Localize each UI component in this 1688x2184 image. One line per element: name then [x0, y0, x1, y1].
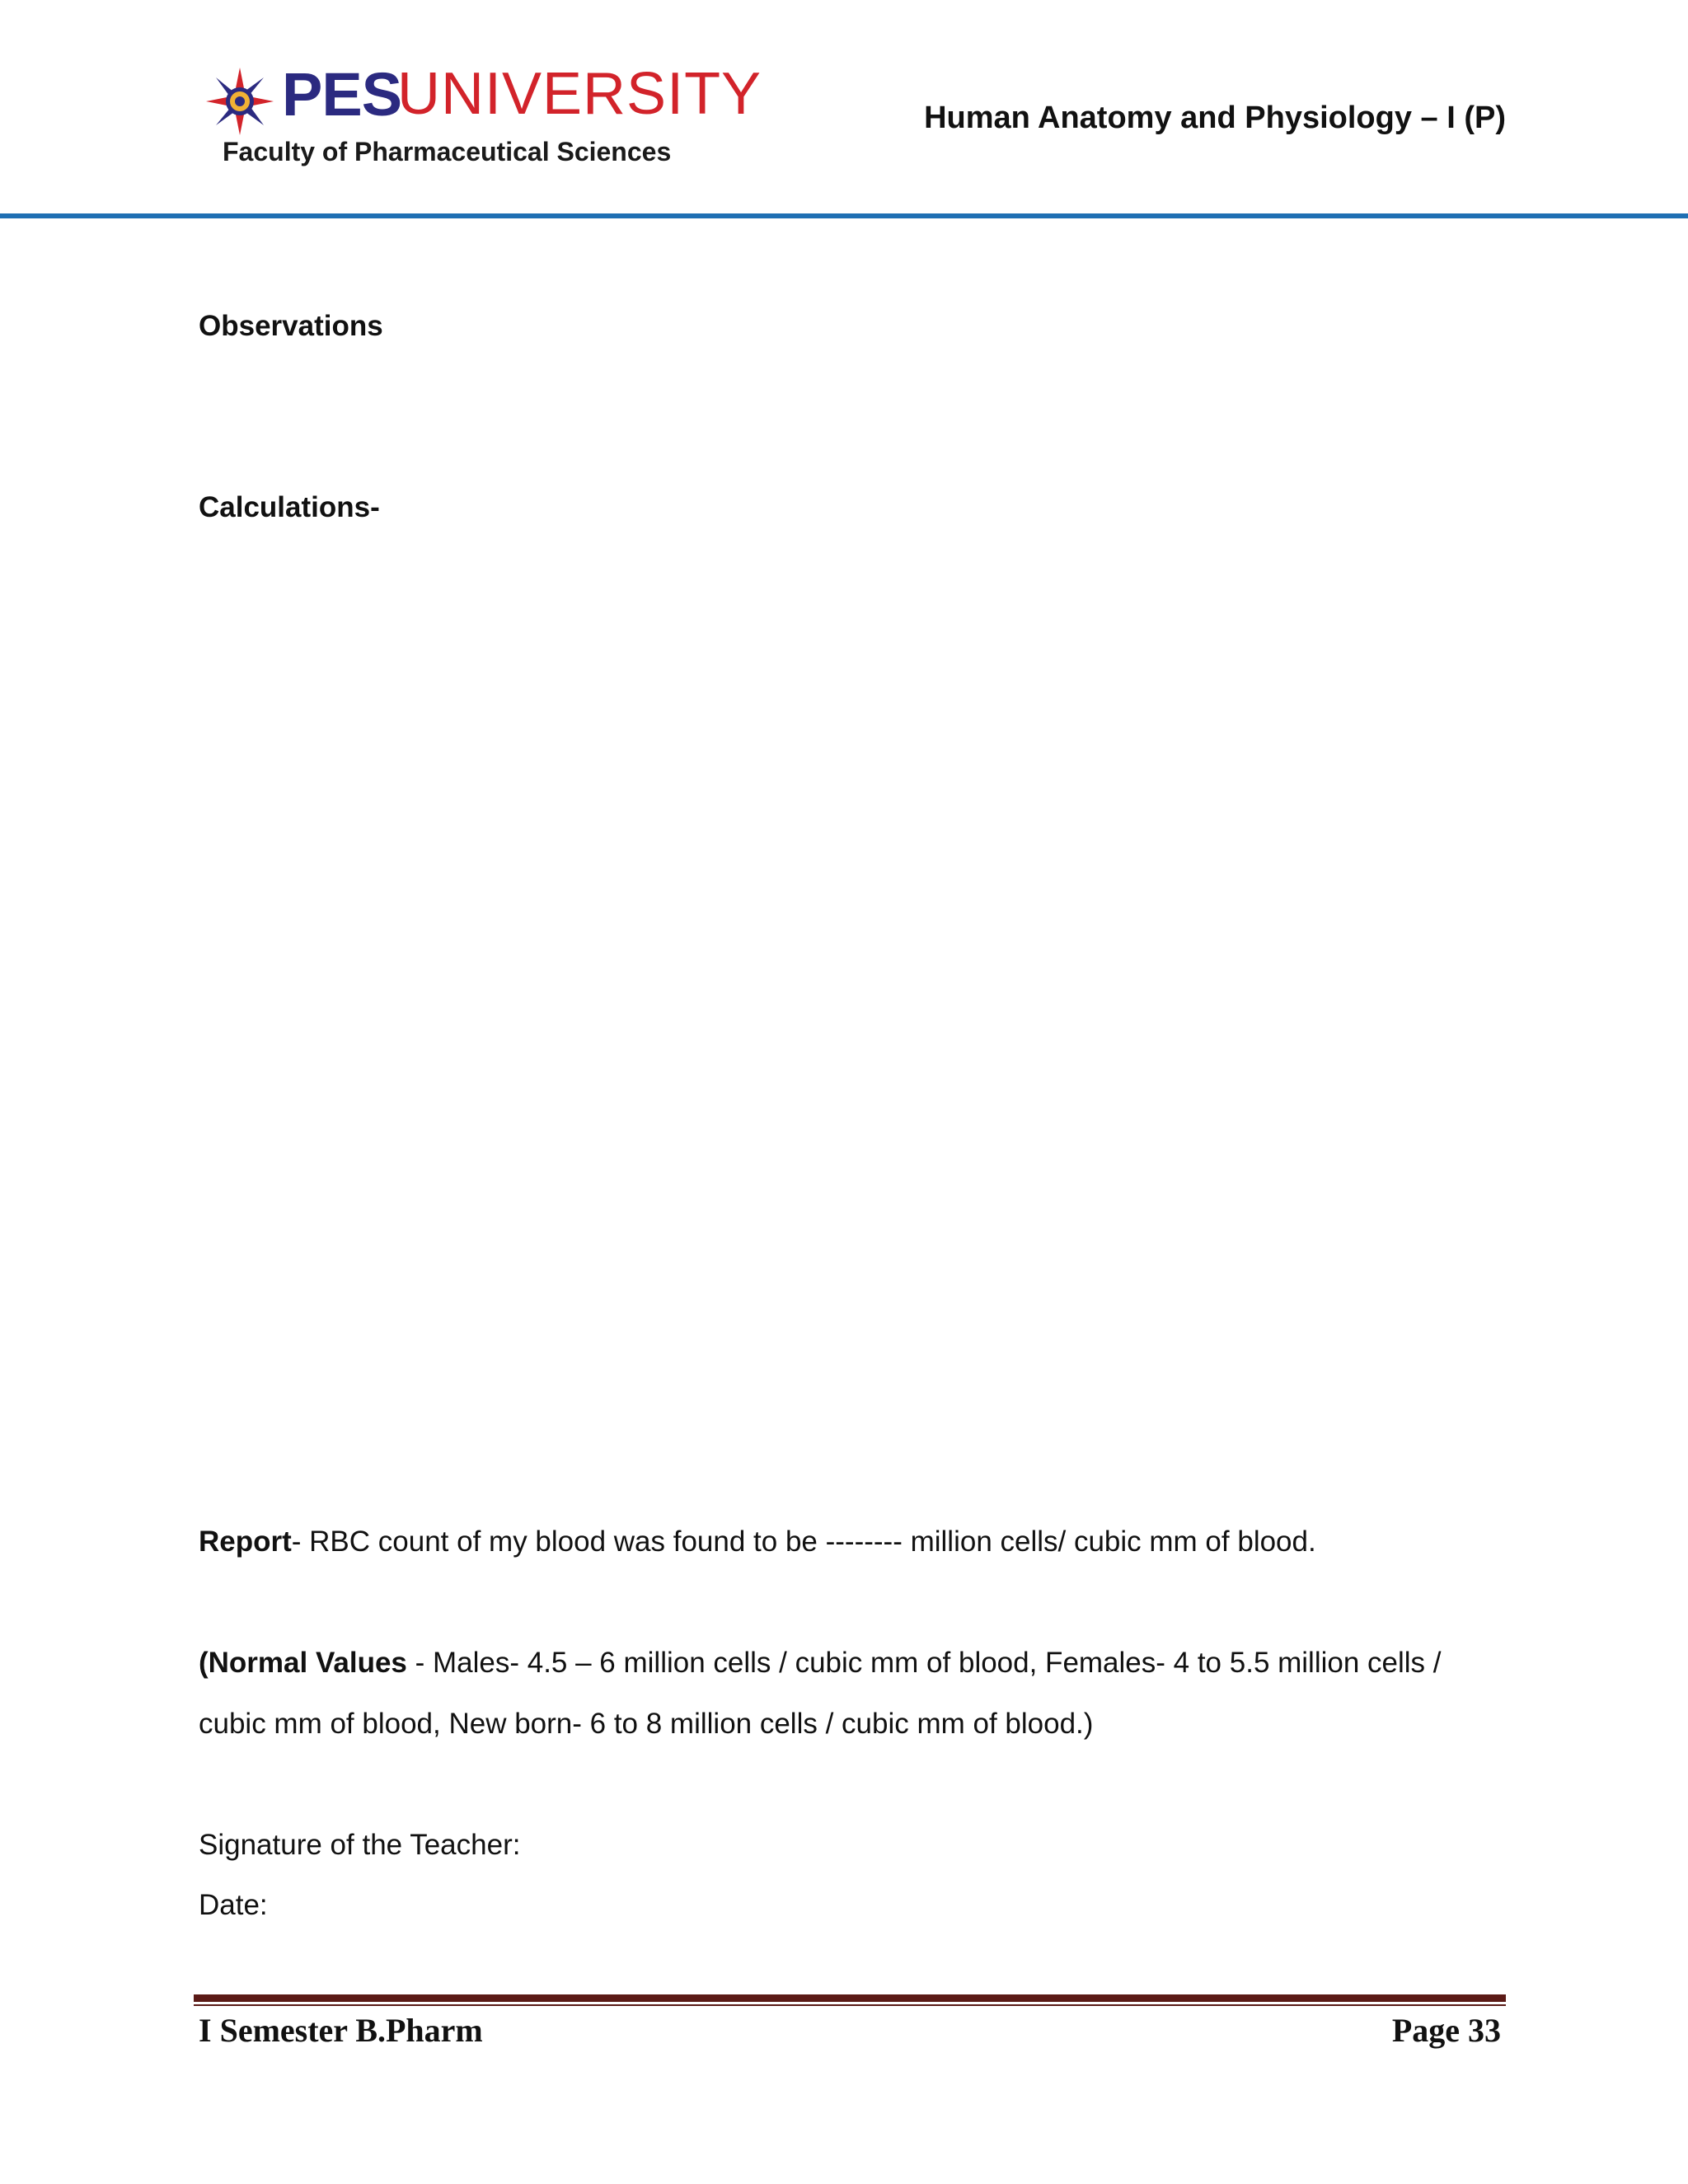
logo-brand-text: PES — [282, 60, 402, 129]
report-label: Report — [199, 1526, 292, 1558]
emblem-icon — [206, 68, 274, 135]
report-text: - RBC count of my blood was found to be -------- million cells/ cubic mm of blood. — [291, 1526, 1316, 1558]
footer-divider-thin — [194, 2004, 1506, 2006]
report-paragraph — [199, 1511, 1316, 1572]
header-divider — [0, 213, 1688, 218]
faculty-name: Faculty of Pharmaceutical Sciences — [223, 137, 672, 166]
normal-values-label: (Normal Values — [199, 1647, 407, 1679]
date-label: Date: — [199, 1889, 268, 1921]
university-logo — [206, 60, 762, 175]
course-title: Human Anatomy and Physiology – I (P) — [924, 101, 1506, 135]
signature-label: Signature of the Teacher: — [199, 1829, 521, 1861]
footer-semester: I Semester B.Pharm — [199, 2012, 483, 2049]
calculations-heading: Calculations- — [199, 491, 380, 523]
footer-page-number: Page 33 — [1391, 2012, 1501, 2049]
footer-divider-thick — [194, 1994, 1506, 2002]
observations-heading: Observations — [199, 310, 383, 342]
page-header — [0, 0, 1688, 218]
logo-university-text: UNIVERSITY — [397, 61, 762, 127]
normal-values-line-2: cubic mm of blood, New born- 6 to 8 million cells / cubic mm of blood.) — [199, 1708, 1094, 1740]
normal-values-line-1 — [199, 1633, 1442, 1694]
normal-values-text-1: - Males- 4.5 – 6 million cells / cubic mm of blood, Females- 4 to 5.5 million cells / — [406, 1647, 1442, 1679]
